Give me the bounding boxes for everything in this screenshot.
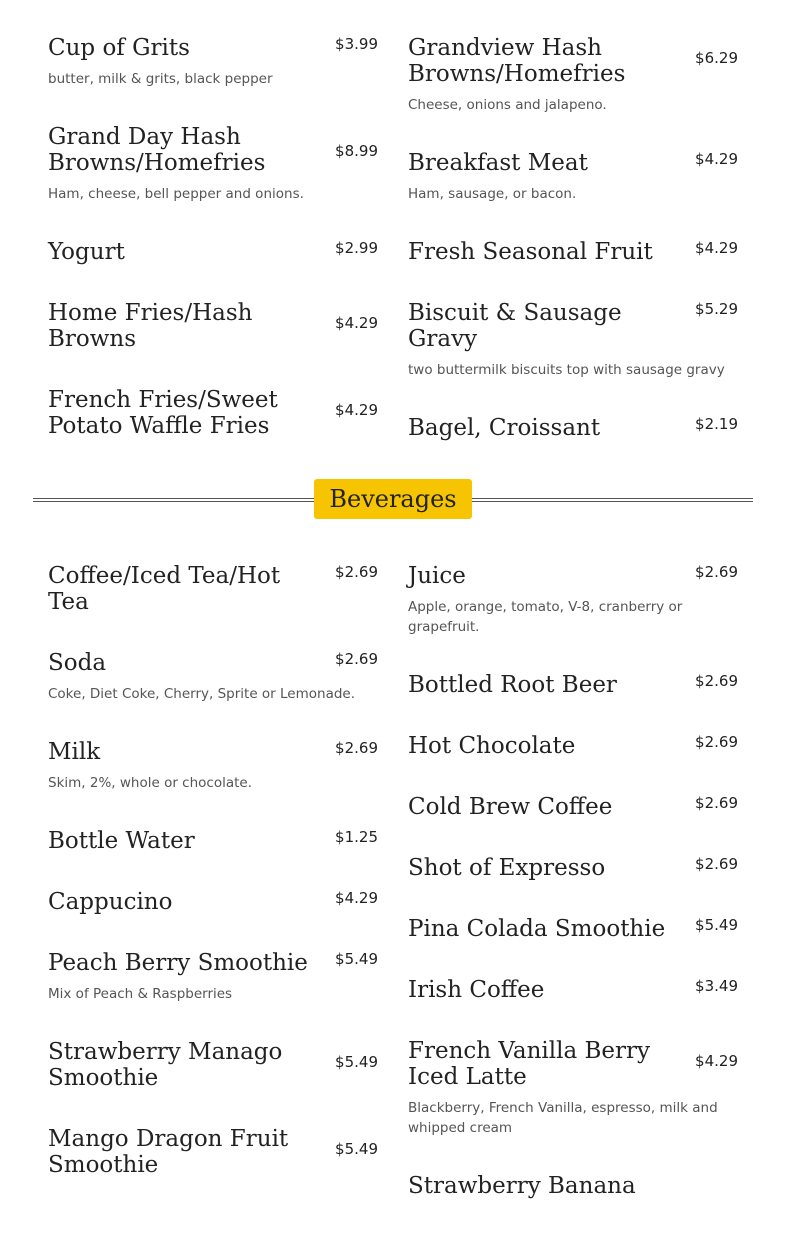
menu-item-name: Strawberry Manago Smoothie	[48, 1039, 283, 1091]
menu-item-name: Cold Brew Coffee	[408, 794, 613, 820]
menu-item-name: Fresh Seasonal Fruit	[408, 239, 653, 265]
menu-item	[408, 733, 738, 759]
menu-item-name: Irish Coffee	[408, 977, 545, 1003]
menu-item-description: Ham, cheese, bell pepper and onions.	[48, 186, 304, 202]
menu-item-price: $2.69	[695, 733, 738, 751]
menu-item-price: $5.49	[335, 950, 378, 968]
menu-item	[408, 239, 738, 265]
menu-item-name: Strawberry Banana	[408, 1173, 636, 1199]
menu-item-price: $4.29	[335, 889, 378, 907]
menu-item-name: Cappucino	[48, 889, 173, 915]
menu-item-price: $2.69	[695, 672, 738, 690]
menu-item-price: $4.29	[695, 239, 738, 257]
menu-item-price: $2.69	[335, 739, 378, 757]
menu-item-name: Home Fries/Hash Browns	[48, 300, 253, 352]
menu-item	[48, 739, 378, 793]
menu-item-name: Mango Dragon Fruit Smoothie	[48, 1126, 289, 1178]
menu-item-name: Breakfast Meat	[408, 150, 588, 176]
menu-item	[408, 150, 738, 204]
sides-left-column	[48, 35, 378, 474]
menu-item-name: Juice	[408, 563, 466, 589]
beverages-left-column	[48, 563, 378, 1213]
menu-item-description: Cheese, onions and jalapeno.	[408, 97, 607, 113]
menu-item	[408, 855, 738, 881]
menu-item-description: butter, milk & grits, black pepper	[48, 71, 273, 87]
menu-item	[408, 1038, 738, 1138]
menu-item	[408, 1173, 738, 1199]
menu-item	[48, 239, 378, 265]
menu-item-name: Peach Berry Smoothie	[48, 950, 308, 976]
menu-item	[48, 300, 378, 352]
menu-item-price: $3.99	[335, 35, 378, 53]
menu-item	[408, 300, 738, 380]
menu-item-description: two buttermilk biscuits top with sausage gravy	[408, 362, 725, 378]
menu-item-name: Shot of Expresso	[408, 855, 606, 881]
menu-item-name: Bottled Root Beer	[408, 672, 617, 698]
menu-item-name: Pina Colada Smoothie	[408, 916, 666, 942]
menu-item	[48, 35, 378, 89]
menu-item	[408, 977, 738, 1003]
menu-item	[408, 794, 738, 820]
menu-item	[48, 1039, 378, 1091]
menu-item-price: $1.25	[335, 828, 378, 846]
menu-item	[408, 563, 738, 637]
beverages-right-column	[408, 563, 738, 1234]
menu-item-price: $2.69	[695, 855, 738, 873]
menu-item-price: $2.99	[335, 239, 378, 257]
menu-item-price: $8.99	[335, 142, 378, 160]
menu-item	[48, 950, 378, 1004]
menu-item-price: $4.29	[695, 1052, 738, 1070]
menu-item-name: Yogurt	[48, 239, 125, 265]
menu-item-name: Biscuit & Sausage Gravy	[408, 300, 622, 352]
menu-item-description: Coke, Diet Coke, Cherry, Sprite or Lemonade.	[48, 686, 356, 702]
menu-item	[48, 889, 378, 915]
menu-item-name: Grandview Hash Browns/Homefries	[408, 35, 626, 87]
menu-item-name: Grand Day Hash Browns/Homefries	[48, 124, 266, 176]
menu-item-price: $5.49	[335, 1140, 378, 1158]
menu-item-price: $5.49	[695, 916, 738, 934]
menu-item-price: $6.29	[695, 49, 738, 67]
menu-item	[48, 650, 378, 704]
menu-item	[48, 124, 378, 204]
menu-item	[408, 415, 738, 441]
menu-item	[408, 35, 738, 115]
menu-item-description: Apple, orange, tomato, V-8, cranberry or grapefruit.	[408, 599, 683, 635]
menu-item-price: $2.69	[335, 563, 378, 581]
menu-item-description: Skim, 2%, whole or chocolate.	[48, 775, 253, 791]
menu-item	[48, 828, 378, 854]
menu-item-name: Coffee/Iced Tea/Hot Tea	[48, 563, 281, 615]
menu-item	[408, 672, 738, 698]
menu-item-price: $2.69	[695, 563, 738, 581]
menu-item-price: $3.49	[695, 977, 738, 995]
menu-item-price: $2.19	[695, 415, 738, 433]
menu-item-price: $5.29	[695, 300, 738, 318]
menu-item-description: Ham, sausage, or bacon.	[408, 186, 577, 202]
menu-item-price: $4.29	[335, 401, 378, 419]
menu-item-description: Blackberry, French Vanilla, espresso, milk and whipped cream	[408, 1100, 718, 1136]
menu-item-name: Soda	[48, 650, 107, 676]
menu-item	[48, 563, 378, 615]
menu-item-price: $2.69	[335, 650, 378, 668]
beverages-heading: Beverages	[314, 479, 472, 519]
menu-item-name: Hot Chocolate	[408, 733, 576, 759]
menu-item-name: French Fries/Sweet Potato Waffle Fries	[48, 387, 278, 439]
menu-item-name: Bagel, Croissant	[408, 415, 601, 441]
menu-item-price: $4.29	[695, 150, 738, 168]
menu-item	[48, 1126, 378, 1178]
menu-item-price: $5.49	[335, 1053, 378, 1071]
sides-right-column	[408, 35, 738, 476]
menu-item-name: French Vanilla Berry Iced Latte	[408, 1038, 650, 1090]
menu-item-price: $2.69	[695, 794, 738, 812]
menu-item-name: Milk	[48, 739, 101, 765]
menu-item-name: Bottle Water	[48, 828, 195, 854]
menu-item-price: $4.29	[335, 314, 378, 332]
menu-item-description: Mix of Peach & Raspberries	[48, 986, 233, 1002]
menu-item-name: Cup of Grits	[48, 35, 190, 61]
menu-item	[408, 916, 738, 942]
menu-item	[48, 387, 378, 439]
